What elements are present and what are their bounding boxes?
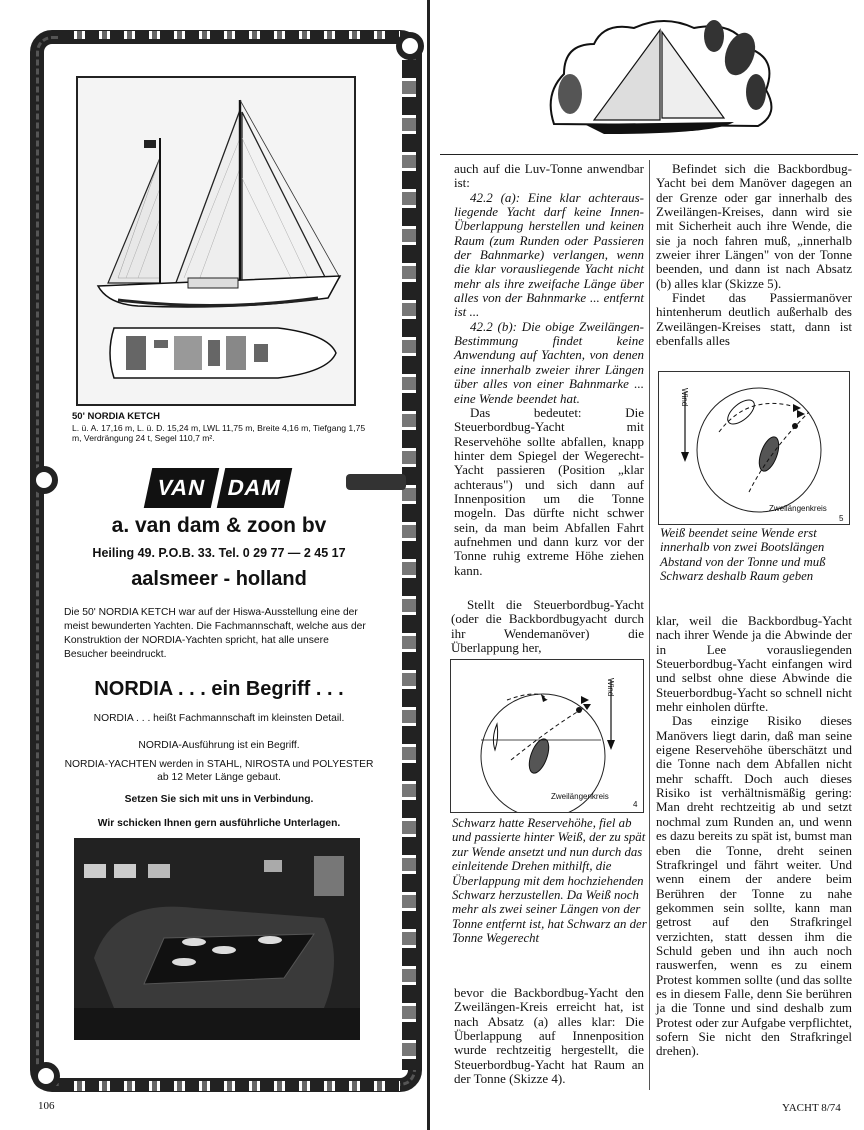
wind-label: Wind xyxy=(680,388,689,407)
rule-quote-a: 42.2 (a): Eine klar achteraus-liegende Yacht darf keine Innen-Überlappung herstellen und keinen Raum (zum Runden oder Passieren der Bahnmarke) verlangen, wenn die klar vorausliegende Yacht nicht mehr als ihre zweifache Länge über alles von der Bahnmarke ... entfernt ist ... xyxy=(454,189,644,320)
magazine-footer: YACHT 8/74 xyxy=(782,1102,841,1114)
wind-label: Wind xyxy=(606,678,615,697)
article-column-2b xyxy=(656,614,852,1059)
logo-right: DAM xyxy=(217,468,293,508)
rope-ring-icon xyxy=(396,32,424,60)
sailboat-illustration xyxy=(534,14,780,142)
article-column-1 xyxy=(454,162,644,578)
sketch-4-caption: Schwarz hatte Reservehöhe, fiel ab und passierte hinter Weiß, der zu spät zur Wende ansetzt und nun durch das einleitende Drehen mithilft, die Überlappung mit dem hochziehenden Schwarz herzustellen. Da Weiß noch mehr als zwei seiner Längen von der Tonne entfernt ist, hat Schwarz an der Tonne Wegerecht xyxy=(452,816,647,946)
van-dam-logo xyxy=(148,468,288,508)
page-number: 106 xyxy=(38,1100,55,1112)
article-rule xyxy=(440,154,858,155)
rope-ring-icon xyxy=(32,1062,60,1090)
ad-contact-2: Wir schicken Ihnen gern ausführliche Unterlagen. xyxy=(97,818,341,829)
sketch-4 xyxy=(450,659,644,813)
article-column-2 xyxy=(656,162,852,348)
rope-ring-icon xyxy=(30,466,58,494)
circle-label: Zweilängenkreis xyxy=(769,504,827,513)
chain-top xyxy=(60,31,400,39)
chain-bottom xyxy=(60,1081,400,1091)
ketch-drawing xyxy=(76,76,356,406)
sketch-number: 4 xyxy=(633,800,638,809)
sketch-number: 5 xyxy=(839,514,844,523)
circle-label: Zweilängenkreis xyxy=(551,792,609,801)
sketch-5 xyxy=(658,371,850,525)
page-gutter xyxy=(427,0,430,1130)
chain-right xyxy=(402,60,416,1070)
ad-contact-1: Setzen Sie sich mit uns in Verbindung. xyxy=(124,794,314,805)
article-column-1b xyxy=(451,598,644,655)
cabin-photo xyxy=(74,838,360,1040)
company-city: aalsmeer - holland xyxy=(131,568,307,590)
ad-slogan: NORDIA . . . ein Begriff . . . xyxy=(94,678,344,700)
paragraph: bevor die Backbordbug-Yacht den Zweilängen-Kreis erreicht hat, ist nach Absatz (a) alles klar: Die Überlappung auf Innenposition wurde rechtzeitig hergestellt, die Steuerbordbug-Yacht hat Raum an der Tonne (Skizze 4). xyxy=(454,985,644,1087)
sketch-5-caption: Weiß beendet seine Wende erst innerhalb von zwei Bootslängen Abstand von der Tonne und muß Schwarz deshalb Raum geben xyxy=(660,526,826,584)
paragraph: klar, weil die Backbordbug-Yacht nach ihrer Wende ja die Abwinde der in Lee vorausliegenden Steuerbordbug-Yacht einfangen wird und selbst ohne diese Abwinde die Steuerbordbug-Yacht so schnell nicht mehr einholen dürfte. xyxy=(656,613,852,715)
column-divider xyxy=(649,160,650,1090)
company-address: Heiling 49. P.O.B. 33. Tel. 0 29 77 — 2 45 17 xyxy=(92,546,346,560)
paragraph: Befindet sich die Backbordbug-Yacht bei dem Manöver dagegen an der Grenze oder gar innerhalb des Zweilängen-Kreises, dann wird sie mit Sicherheit auch ihre Wende, die sie ja noch fahren muß, „innerhalb zweier ihrer Längen" von der Tonne beenden, und dann ist nach Absatz (b) alles klar (Skizze 5). xyxy=(656,161,852,291)
ad-line-3: NORDIA-YACHTEN werden in STAHL, NIROSTA und POLYESTER ab 12 Meter Länge gebaut. xyxy=(64,759,374,783)
company-name: a. van dam & zoon bv xyxy=(111,514,327,537)
ad-description: Die 50' NORDIA KETCH war auf der Hiswa-Ausstellung eine der meist bewunderten Yachten. Die Fachmannschaft, welche aus der Konstruktion der NORDIA-Yachten spricht, hat alle unsere Besucher beeindruckt. xyxy=(64,607,366,660)
ad-line-2: NORDIA-Ausführung ist ein Begriff. xyxy=(138,740,300,751)
ship-caption xyxy=(72,412,372,444)
paragraph: auch auf die Luv-Tonne anwendbar ist: xyxy=(454,161,644,191)
article-column-1c xyxy=(454,986,644,1086)
ship-caption-specs: L. ü. A. 17,16 m, L. ü. D. 15,24 m, LWL 11,75 m, Breite 4,16 m, Tiefgang 1,75 m, Verdrängung 24 t, Segel 110,7 m². xyxy=(72,422,366,443)
logo-left: VAN xyxy=(144,468,220,508)
paragraph: Stellt die Steuerbordbug-Yacht (oder die Backbordbugyacht durch ihr Wendemanöver) die Überlappung her, xyxy=(451,597,644,656)
ad-line-1: NORDIA . . . heißt Fachmannschaft im kleinsten Detail. xyxy=(93,713,345,724)
cleat-icon xyxy=(346,474,406,490)
ship-caption-title: 50' NORDIA KETCH xyxy=(72,411,160,422)
paragraph: Das bedeutet: Die Steuerbordbug-Yacht mit Reservehöhe sollte abfallen, knapp hinter dem Spiegel der Wegerecht-Yacht passieren (Position „klar achteraus") und sich dann auf Innenposition um die Tonne mogeln. Das dürfte nicht schwer sein, da man beim Abfallen Fahrt aufnehmen und dann kurz vor der Tonne ruhig extreme Höhe ziehen kann. xyxy=(454,404,644,578)
paragraph: Findet das Passiermanöver hintenherum deutlich außerhalb des Zweilängen-Kreises statt, dann ist ebenfalls alles xyxy=(656,290,852,349)
paragraph: Das einzige Risiko dieses Manövers liegt darin, daß man seine eigene Reservehöhe überschätzt und die Tonne nach dem Abfallen nicht mehr schafft. Doch auch dieses Risiko ist verhältnismäßig gering: Man dreht rechtzeitig ab und setzt nochmal zum Runden an, und wenn es dazu bereits zu spät ist, bumst man eben die Tonne, dreht seinen Strafkringel und fährt weiter. Und wenn einem der andere beim Berühren der Tonne zu nahe gekommen sein sollte, kann man getrost auf den Strafkringel verzichten, statt dessen ihm die Schuld geben und ihn auch noch rauswerfen, wenn es zu einem Protest kommen sollte (und das sollte es in diesem Falle, denn Sie berühren ja die Tonne und sind deshalb zum Protest oder zur Aufgabe verpflichtet, sofern Sie nicht den Strafkringel drehen). xyxy=(656,713,853,1059)
rule-quote-b: 42.2 (b): Die obige Zweilängen-Bestimmung findet keine Anwendung auf Yachten, von denen eine innerhalb zweier ihrer Längen über alles von einer Bahnmarke ... eine Wende beendet hat. xyxy=(454,318,644,406)
